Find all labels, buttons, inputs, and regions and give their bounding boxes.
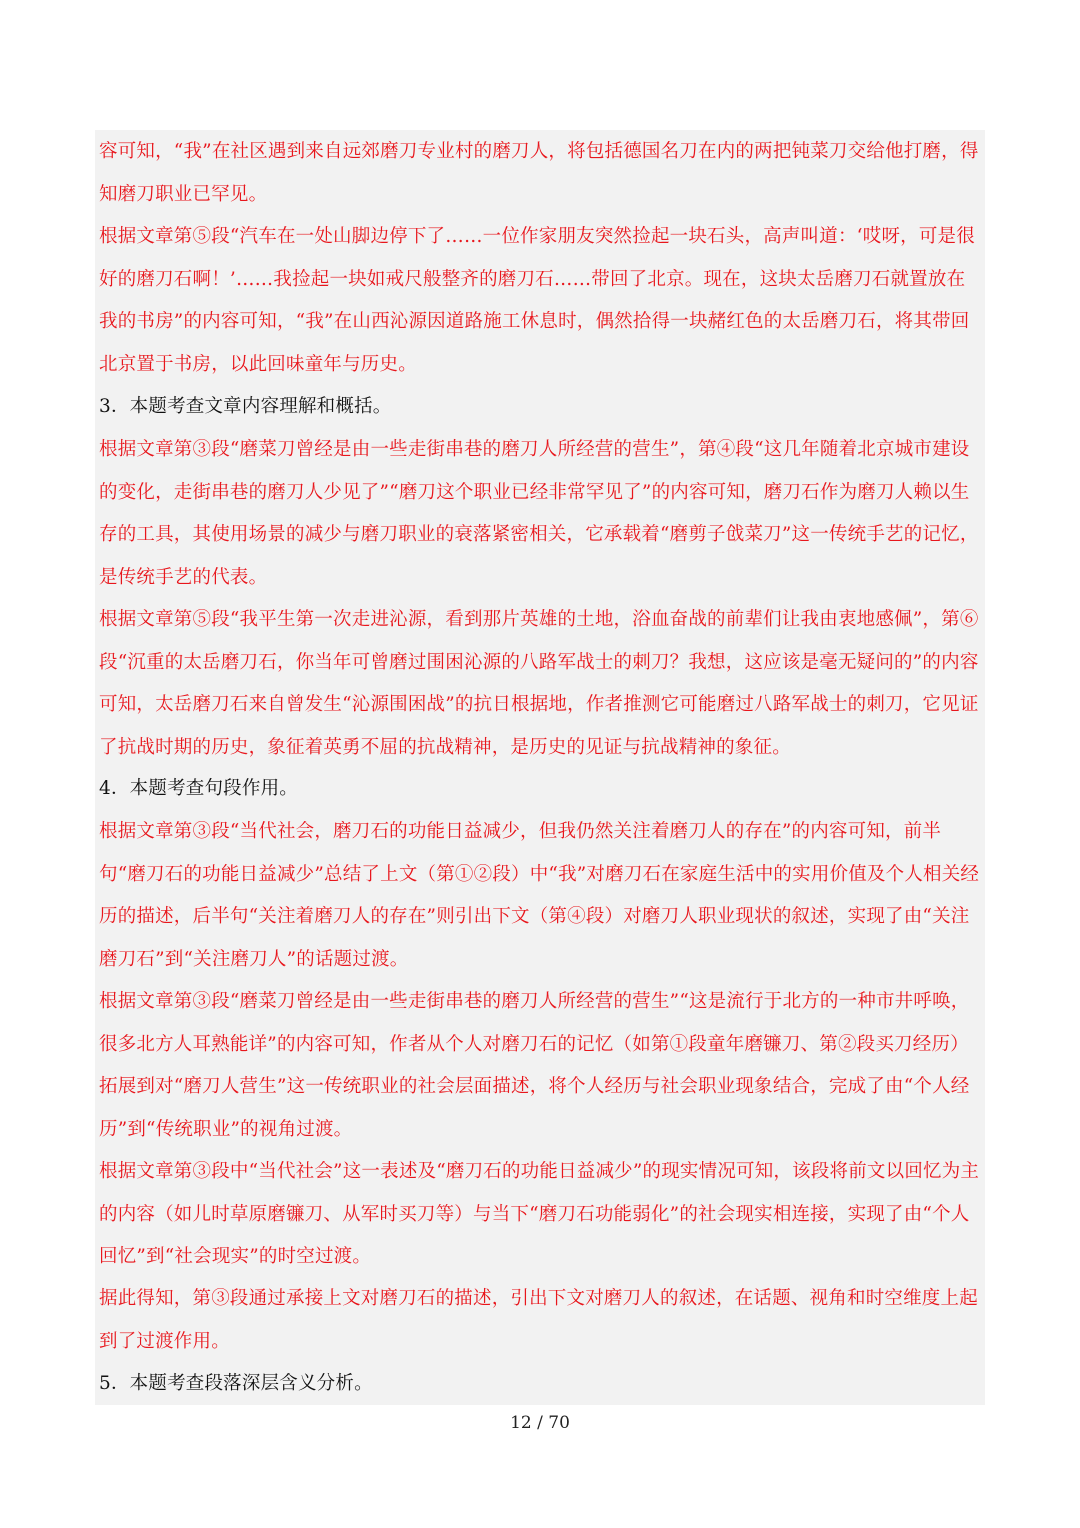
page-number: 12 / 70 [510, 1413, 570, 1433]
paragraph-answer: 根据文章第⑤段“汽车在一处山脚边停下了……一位作家朋友突然捡起一块石头，高声叫道：‘哎呀，可是很好的磨刀石啊！’……我捡起一块如戒尺般整齐的磨刀石……带回了北京。现在，这块太岳磨刀石就置放在我的书房”的内容可知，“我”在山西沁源因道路施工休息时，偶然拾得一块赭红色的太岳磨刀石，将其带回北京置于书房，以此回味童年与历史。 [99, 226, 975, 375]
paragraph-answer: 根据文章第③段“磨菜刀曾经是由一些走街串巷的磨刀人所经营的营生”，第④段“这几年随着北京城市建设的变化，走街串巷的磨刀人少见了”“磨刀这个职业已经非常罕见了”的内容可知，磨刀石作为磨刀人赖以生存的工具，其使用场景的减少与磨刀职业的衰落紧密相关，它承载着“磨剪子戗菜刀”这一传统手艺的记忆，是传统手艺的代表。 [99, 439, 979, 588]
paragraph-answer: 根据文章第⑤段“我平生第一次走进沁源，看到那片英雄的土地，浴血奋战的前辈们让我由衷地感佩”，第⑥段“沉重的太岳磨刀石，你当年可曾磨过围困沁源的八路军战士的刺刀？我想，这应该是毫无疑问的”的内容可知，太岳磨刀石来自曾发生“沁源围困战”的抗日根据地，作者推测它可能磨过八路军战士的刺刀，它见证了抗战时期的历史，象征着英勇不屈的抗战精神，是历史的见证与抗战精神的象征。 [99, 609, 979, 758]
paragraph-answer: 根据文章第③段“当代社会，磨刀石的功能日益减少，但我仍然关注着磨刀人的存在”的内容可知，前半句“磨刀石的功能日益减少”总结了上文（第①②段）中“我”对磨刀石在家庭生活中的实用价值及个人相关经历的描述，后半句“关注着磨刀人的存在”则引出下文（第④段）对磨刀人职业现状的叙述，实现了由“关注磨刀石”到“关注磨刀人”的话题过渡。 [99, 821, 980, 970]
question-heading: 4．本题考查句段作用。 [99, 778, 298, 799]
paragraph-answer: 根据文章第③段中“当代社会”这一表述及“磨刀石的功能日益减少”的现实情况可知，该段将前文以回忆为主的内容（如儿时草原磨镰刀、从军时买刀等）与当下“磨刀石功能弱化”的社会现实相连接，实现了由“个人回忆”到“社会现实”的时空过渡。 [99, 1161, 980, 1267]
question-heading: 3．本题考查文章内容理解和概括。 [99, 396, 392, 417]
question-heading: 5．本题考查段落深层含义分析。 [99, 1373, 373, 1394]
paragraph-answer: 据此得知，第③段通过承接上文对磨刀石的描述，引出下文对磨刀人的叙述，在话题、视角和时空维度上起到了过渡作用。 [99, 1288, 978, 1352]
paragraph-answer: 根据文章第③段“磨菜刀曾经是由一些走街串巷的磨刀人所经营的营生”“这是流行于北方的一种市井呼唤，很多北方人耳熟能详”的内容可知，作者从个人对磨刀石的记忆（如第①段童年磨镰刀、第②段买刀经历）拓展到对“磨刀人营生”这一传统职业的社会层面描述，将个人经历与社会职业现象结合，完成了由“个人经历”到“传统职业”的视角过渡。 [99, 991, 970, 1140]
paragraph-answer: 容可知，“我”在社区遇到来自远郊磨刀专业村的磨刀人，将包括德国名刀在内的两把钝菜刀交给他打磨，得知磨刀职业已罕见。 [99, 141, 979, 205]
